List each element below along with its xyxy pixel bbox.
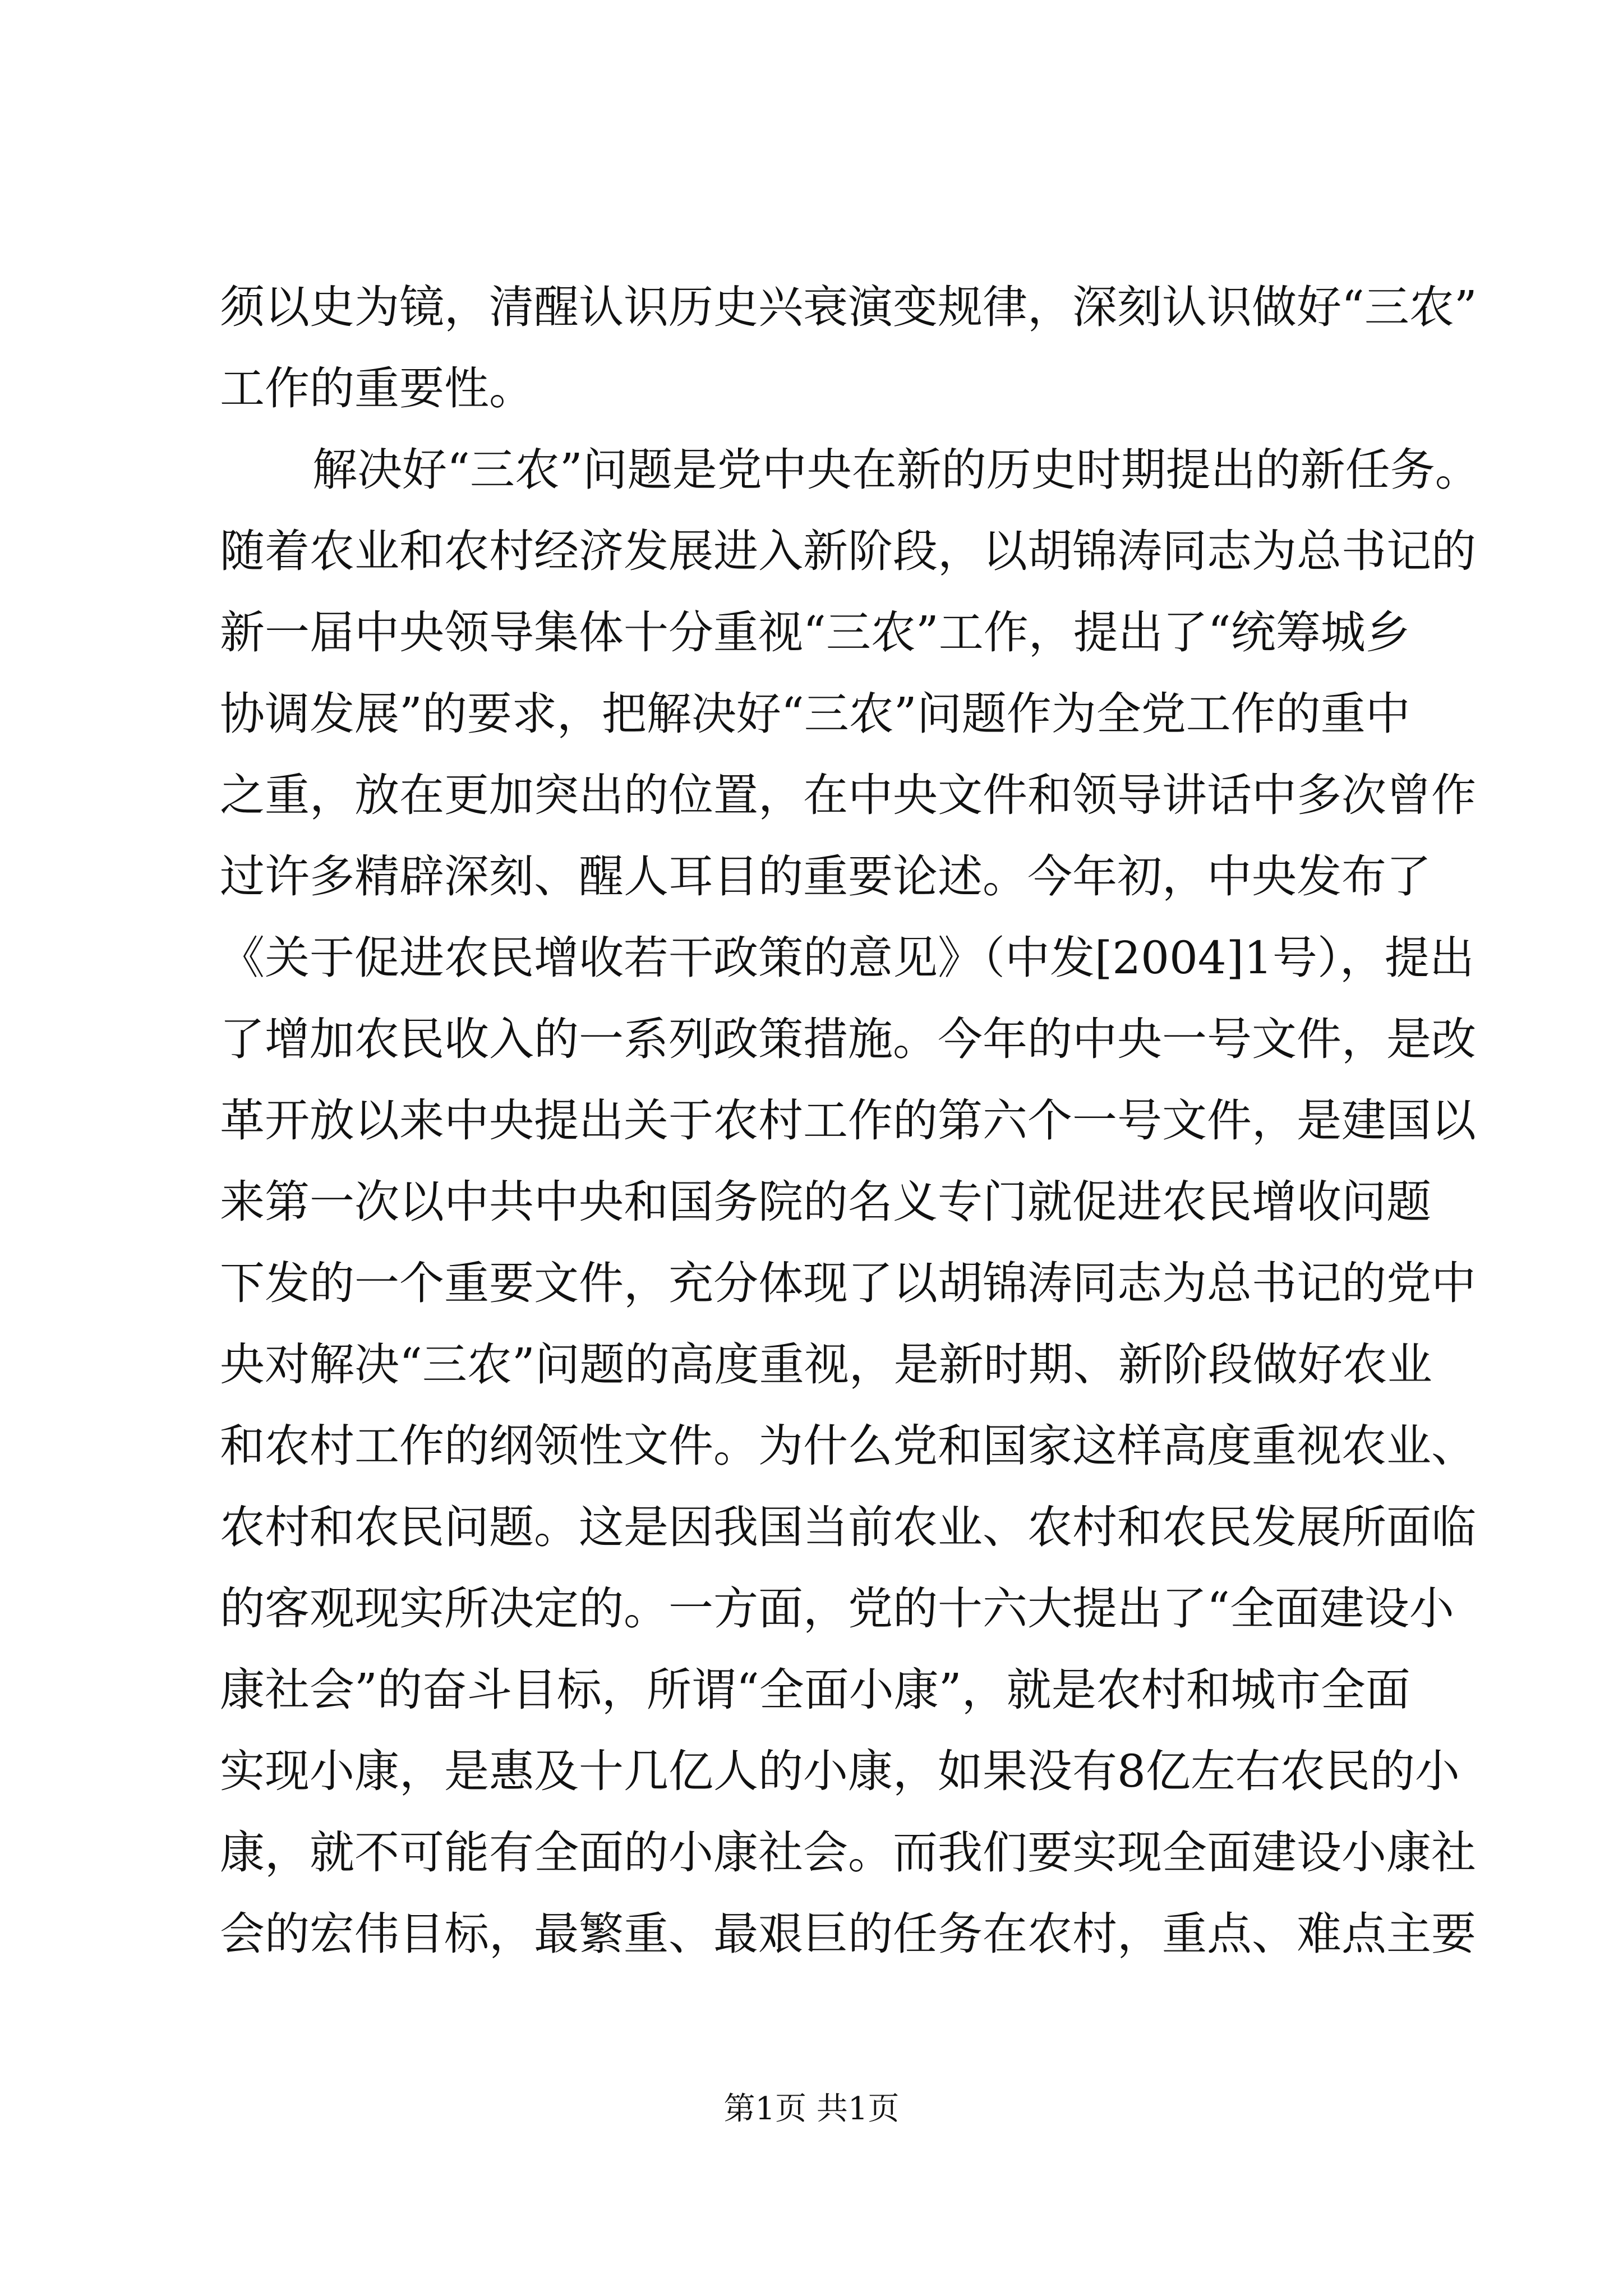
text-line: 新一届中央领导集体十分重视“三农”工作，提出了“统筹城乡 bbox=[220, 606, 1410, 659]
text-line: 工作的重要性。 bbox=[220, 362, 534, 415]
text-line: 过许多精辟深刻、醒人耳目的重要论述。今年初，中央发布了 bbox=[220, 850, 1431, 903]
paragraph-first-line: 解决好“三农”问题是党中央在新的历史时期提出的新任务。 bbox=[312, 444, 1480, 496]
text-line: 《关于促进农民增收若干政策的意见》（中发[2004]1号），提出 bbox=[220, 932, 1474, 984]
document-body bbox=[220, 266, 1480, 1975]
text-line: 的客观现实所决定的。一方面，党的十六大提出了“全面建设小 bbox=[220, 1582, 1454, 1635]
text-line: 协调发展”的要求，把解决好“三农”问题作为全党工作的重中 bbox=[220, 688, 1410, 740]
text-line: 须以史为镜，清醒认识历史兴衰演变规律，深刻认识做好“三农” bbox=[220, 281, 1477, 333]
text-line: 会的宏伟目标，最繁重、最艰巨的任务在农村，重点、难点主要 bbox=[220, 1908, 1476, 1960]
text-line: 下发的一个重要文件，充分体现了以胡锦涛同志为总书记的党中 bbox=[220, 1257, 1476, 1309]
page-footer bbox=[0, 2087, 1623, 2132]
text-line: 之重，放在更加突出的位置，在中央文件和领导讲话中多次曾作 bbox=[220, 769, 1476, 821]
text-line: 革开放以来中央提出关于农村工作的第六个一号文件，是建国以 bbox=[220, 1094, 1476, 1147]
text-line: 康，就不可能有全面的小康社会。而我们要实现全面建设小康社 bbox=[220, 1826, 1476, 1879]
page-number-label: 第1页 共1页 bbox=[723, 2091, 900, 2127]
text-line: 农村和农民问题。这是因我国当前农业、农村和农民发展所面临 bbox=[220, 1501, 1476, 1553]
text-line: 康社会”的奋斗目标，所谓“全面小康”，就是农村和城市全面 bbox=[220, 1664, 1410, 1716]
text-line: 随着农业和农村经济发展进入新阶段，以胡锦涛同志为总书记的 bbox=[220, 525, 1476, 577]
text-line: 来第一次以中共中央和国务院的名义专门就促进农民增收问题 bbox=[220, 1176, 1431, 1228]
text-line: 实现小康，是惠及十几亿人的小康，如果没有8亿左右农民的小 bbox=[220, 1745, 1460, 1797]
text-line: 了增加农民收入的一系列政策措施。今年的中央一号文件，是改 bbox=[220, 1013, 1476, 1065]
text-line: 央对解决“三农”问题的高度重视，是新时期、新阶段做好农业 bbox=[220, 1338, 1432, 1391]
text-line: 和农村工作的纲领性文件。为什么党和国家这样高度重视农业、 bbox=[220, 1420, 1476, 1472]
